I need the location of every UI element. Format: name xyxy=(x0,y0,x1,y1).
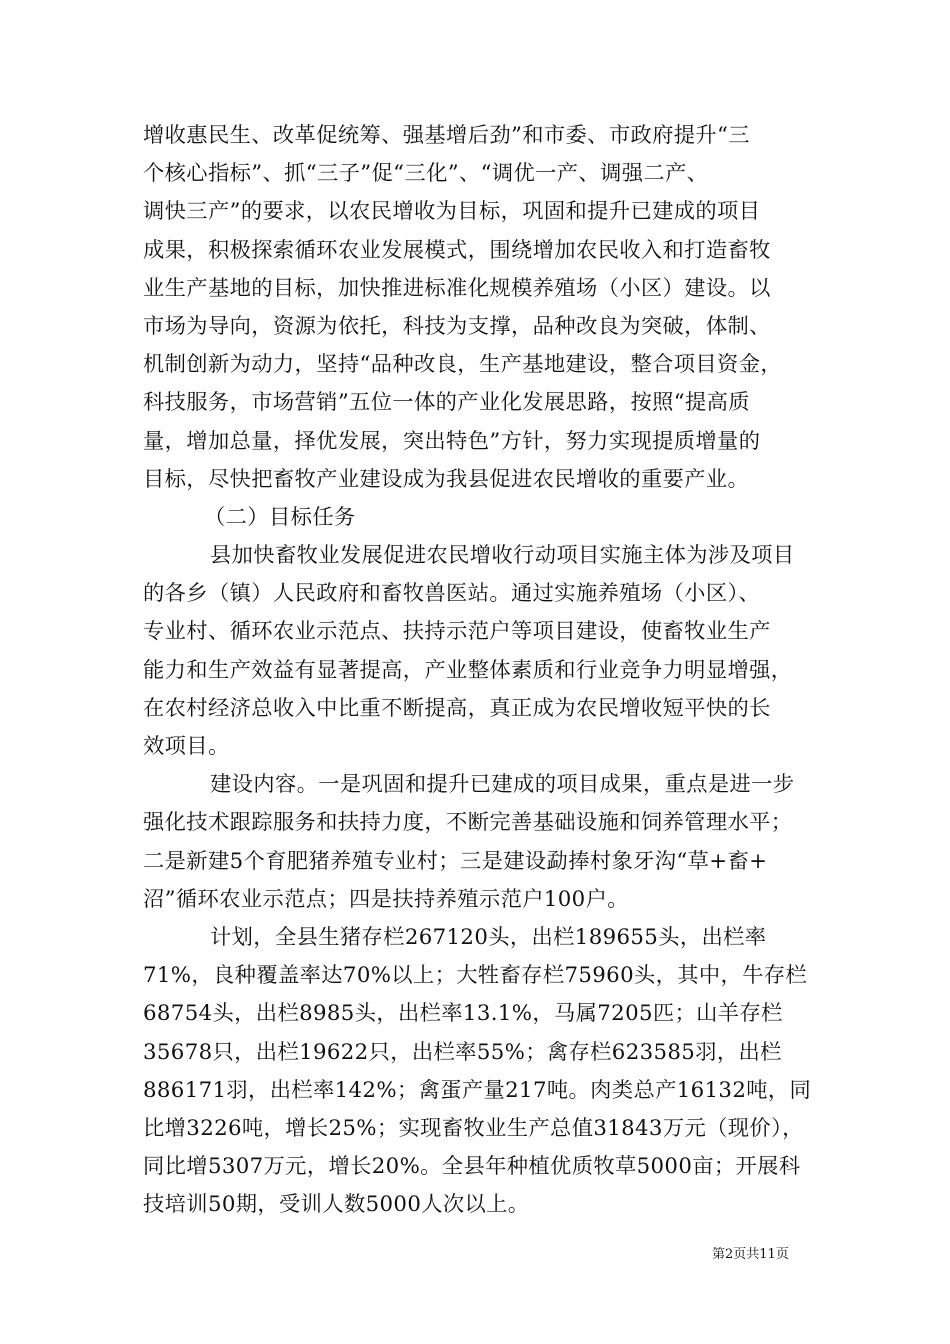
text-line: 同比增5307万元，增长20%。全县年种植优质牧草5000亩；开展科 xyxy=(143,1154,801,1180)
text-line: 专业村、循环农业示范点、扶持示范户等项目建设，使畜牧业生产 xyxy=(143,619,771,645)
text-line: 成果，积极探索循环农业发展模式，围绕增加农民收入和打造畜牧 xyxy=(143,237,771,263)
text-line: 建设内容。一是巩固和提升已建成的项目成果，重点是进一步 xyxy=(210,772,795,798)
text-line: 效项目。 xyxy=(143,734,230,759)
text-line: 能力和生产效益有显著提高，产业整体素质和行业竞争力明显增强， xyxy=(143,657,793,683)
text-line: 业生产基地的目标，加快推进标准化规模养殖场（小区）建设。以 xyxy=(143,275,771,301)
text-line: 目标，尽快把畜牧产业建设成为我县促进农民增收的重要产业。 xyxy=(143,466,750,492)
body-text xyxy=(143,117,823,1224)
text-line: 调快三产”的要求，以农民增收为目标，巩固和提升已建成的项目 xyxy=(143,199,761,225)
text-line: 35678只，出栏19622只，出栏率55%；禽存栏623585羽，出栏 xyxy=(143,1039,782,1065)
text-line: 71%，良种覆盖率达70%以上；大牲畜存栏75960头，其中，牛存栏 xyxy=(143,963,808,989)
text-line: 二是新建5个育肥猪养殖专业村；三是建设勐捧村象牙沟“草+畜+ xyxy=(143,848,768,874)
text-line: 68754头，出栏8985头，出栏率13.1%，马属7205匹；山羊存栏 xyxy=(143,1001,783,1027)
section-heading: （二）目标任务 xyxy=(204,504,356,530)
text-line: 县加快畜牧业发展促进农民增收行动项目实施主体为涉及项目 xyxy=(210,543,795,569)
text-line: 技培训50期，受训人数5000人次以上。 xyxy=(143,1192,530,1218)
text-line: 市场为导向，资源为依托，科技为支撑，品种改良为突破，体制、 xyxy=(143,313,771,339)
text-line: 计划，全县生猪存栏267120头，出栏189655头，出栏率 xyxy=(210,924,767,950)
text-line: 科技服务，市场营销”五位一体的产业化发展思路，按照“提高质 xyxy=(143,390,750,416)
text-line: 的各乡（镇）人民政府和畜牧兽医站。通过实施养殖场（小区）、 xyxy=(143,581,761,607)
text-line: 增收惠民生、改革促统筹、强基增后劲”和市委、市政府提升“三 xyxy=(143,123,750,148)
text-line: 沼”循环农业示范点；四是扶持养殖示范户100户。 xyxy=(143,886,629,912)
text-line: 比增3226吨，增长25%；实现畜牧业生产总值31843万元（现价）， xyxy=(143,1115,804,1141)
text-line: 量，增加总量，择优发展，突出特色”方针，努力实现提质增量的 xyxy=(143,428,761,454)
text-line: 机制创新为动力，坚持“品种改良，生产基地建设，整合项目资金， xyxy=(143,352,782,378)
text-line: 在农村经济总收入中比重不断提高，真正成为农民增收短平快的长 xyxy=(143,695,771,721)
text-line: 强化技术跟踪服务和扶持力度，不断完善基础设施和饲养管理水平； xyxy=(143,810,793,836)
page-number: 第2页共11页 xyxy=(712,1247,789,1262)
text-line: 886171羽，出栏率142%；禽蛋产量217吨。肉类总产16132吨，同 xyxy=(143,1077,812,1103)
text-line: 个核心指标”、抓“三子”促“三化”、“调优一产、调强二产、 xyxy=(143,161,709,187)
